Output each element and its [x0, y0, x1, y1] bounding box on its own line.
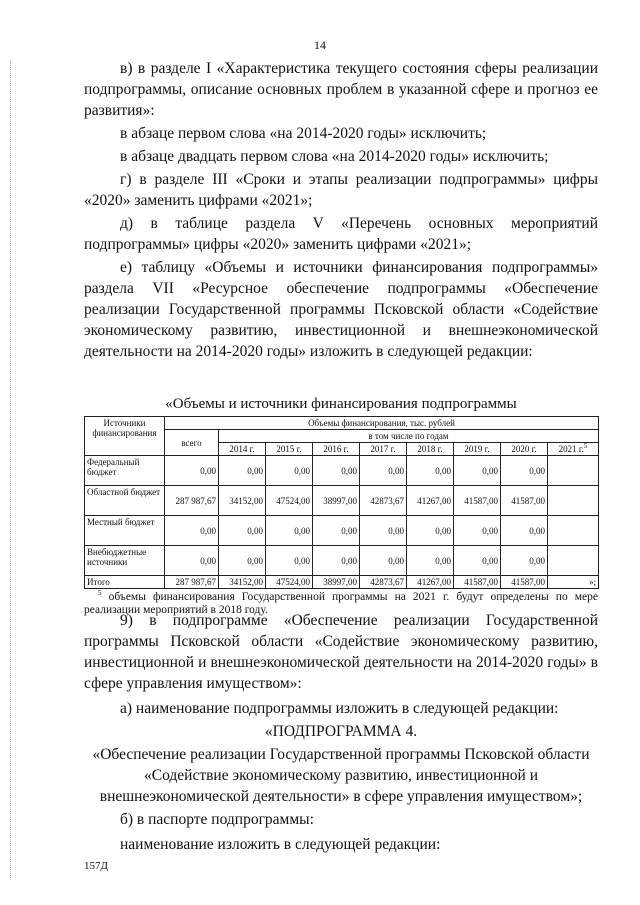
cell: 0,00: [360, 456, 407, 486]
cell: 0,00: [360, 546, 407, 576]
cell: 0,00: [407, 456, 454, 486]
row-label: Итого: [85, 576, 165, 589]
cell: 38997,00: [313, 576, 360, 589]
cell: 0,00: [219, 546, 266, 576]
financing-table-block: [84, 416, 598, 617]
cell: 41587,00: [501, 486, 548, 516]
paragraph-g: г) в разделе III «Сроки и этапы реализации подпрограммы» цифры «2020» заменить цифрами «2021»;: [84, 171, 598, 209]
cell: 41587,00: [454, 486, 501, 516]
cell: 41587,00: [501, 576, 548, 589]
cell: 41587,00: [454, 576, 501, 589]
cell: 0,00: [313, 456, 360, 486]
subprogram-heading-body: «Обеспечение реализации Государственной программы Псковской области «Содействие экономическому развитию, инвестиционной и внешнеэкономической деятельности» в сфере управления имуществом»;: [92, 746, 590, 805]
table-row: [85, 546, 599, 576]
cell-total: 287 987,67: [165, 486, 219, 516]
cell: [548, 486, 599, 516]
row-label: Областной бюджет: [85, 486, 165, 516]
header-year: 2015 г.: [266, 443, 313, 456]
table-row: [85, 486, 599, 516]
cell: 0,00: [407, 516, 454, 546]
scan-edge-mark: [10, 60, 12, 880]
cell: 0,00: [360, 516, 407, 546]
cell: 0,00: [266, 516, 313, 546]
paragraph-e: е) таблицу «Объемы и источники финансирования подпрограммы» раздела VII «Ресурсное обеспечение подпрограммы «Обеспечение реализации Государственной программы Псковской области «Содействие экономическому развитию, инвестиционной и внешнеэкономической деятельности на 2014-2020 годы» изложить в следующей редакции:: [84, 259, 598, 360]
cell: 34152,00: [219, 486, 266, 516]
cell-total: 0,00: [165, 516, 219, 546]
paragraph-abzac-21: в абзаце двадцать первом слова «на 2014-2020 годы» исключить;: [120, 148, 549, 165]
header-year: 2017 г.: [360, 443, 407, 456]
cell: 0,00: [313, 546, 360, 576]
paragraph-v: в) в разделе I «Характеристика текущего состояния сферы реализации подпрограммы, описание основных проблем в указанной сфере и прогноз ее развития»:: [84, 60, 598, 119]
header-year: 2018 г.: [407, 443, 454, 456]
table-row: [85, 516, 599, 546]
row-label: Федеральный бюджет: [85, 456, 165, 486]
paragraph-b: б) в паспорте подпрограммы:: [120, 811, 314, 828]
cell: [548, 456, 599, 486]
cell: 0,00: [219, 516, 266, 546]
cell: 0,00: [266, 546, 313, 576]
header-total: всего: [165, 430, 219, 456]
page-number: 14: [314, 38, 326, 52]
paragraph-name: наименование изложить в следующей редакции:: [120, 836, 441, 853]
lower-text-block: [84, 610, 598, 855]
paragraph-abzac-1: в абзаце первом слова «на 2014-2020 годы» исключить;: [120, 125, 487, 142]
cell: 0,00: [501, 546, 548, 576]
paragraph-9: 9) в подпрограмме «Обеспечение реализации Государственной программы Псковской области «Содействие экономическому развитию, инвестиционной и внешнеэкономической деятельности на 2014-2020 годы» в сфере управления имуществом»:: [84, 612, 598, 692]
cell: 34152,00: [219, 576, 266, 589]
cell: 38997,00: [313, 486, 360, 516]
upper-text-block: [84, 58, 598, 362]
cell: 41267,00: [407, 576, 454, 589]
header-year: 2020 г.: [501, 443, 548, 456]
paragraph-d: д) в таблице раздела V «Перечень основных мероприятий подпрограммы» цифры «2020» заменить цифрами «2021»;: [84, 215, 598, 253]
cell: 0,00: [501, 456, 548, 486]
cell-total: 0,00: [165, 546, 219, 576]
header-year: 2019 г.: [454, 443, 501, 456]
row-label: Местный бюджет: [85, 516, 165, 546]
footnote-text: объемы финансирования Государственной программы на 2021 г. будут определены по мере реализации мероприятий в 2018 году.: [84, 591, 598, 616]
subprogram-heading: «ПОДПРОГРАММА 4.: [264, 723, 418, 740]
cell: 0,00: [454, 546, 501, 576]
header-year: 2016 г.: [313, 443, 360, 456]
financing-table: [84, 416, 599, 589]
cell: 0,00: [407, 546, 454, 576]
cell: 0,00: [454, 456, 501, 486]
document-code: 157Д: [84, 860, 109, 872]
cell: 42873,67: [360, 486, 407, 516]
cell: 0,00: [219, 456, 266, 486]
table-row-total: [85, 576, 599, 589]
cell: »;: [548, 576, 599, 589]
footnote-number: 5: [98, 589, 102, 598]
cell: 0,00: [454, 516, 501, 546]
cell: [548, 546, 599, 576]
table-row: [85, 456, 599, 486]
cell: 47524,00: [266, 576, 313, 589]
cell: 0,00: [501, 516, 548, 546]
cell-total: 0,00: [165, 456, 219, 486]
header-year: 2014 г.: [219, 443, 266, 456]
cell: [548, 516, 599, 546]
cell: 41267,00: [407, 486, 454, 516]
cell: 42873,67: [360, 576, 407, 589]
cell-total: 287 987,67: [165, 576, 219, 589]
row-label: Внебюджетные источники: [85, 546, 165, 576]
header-source: Источники финансирования: [85, 417, 165, 456]
cell: 0,00: [313, 516, 360, 546]
cell: 0,00: [266, 456, 313, 486]
header-year-2021: 2021 г.$^5$: [548, 443, 599, 456]
header-volume: Объемы финансирования, тыс. рублей: [165, 417, 599, 430]
footnote-mark: 5: [583, 442, 588, 450]
table-title: «Объемы и источники финансирования подпрограммы: [165, 396, 517, 412]
header-incl: в том числе по годам: [219, 430, 599, 443]
paragraph-a: а) наименование подпрограммы изложить в следующей редакции:: [120, 700, 559, 717]
cell: 47524,00: [266, 486, 313, 516]
